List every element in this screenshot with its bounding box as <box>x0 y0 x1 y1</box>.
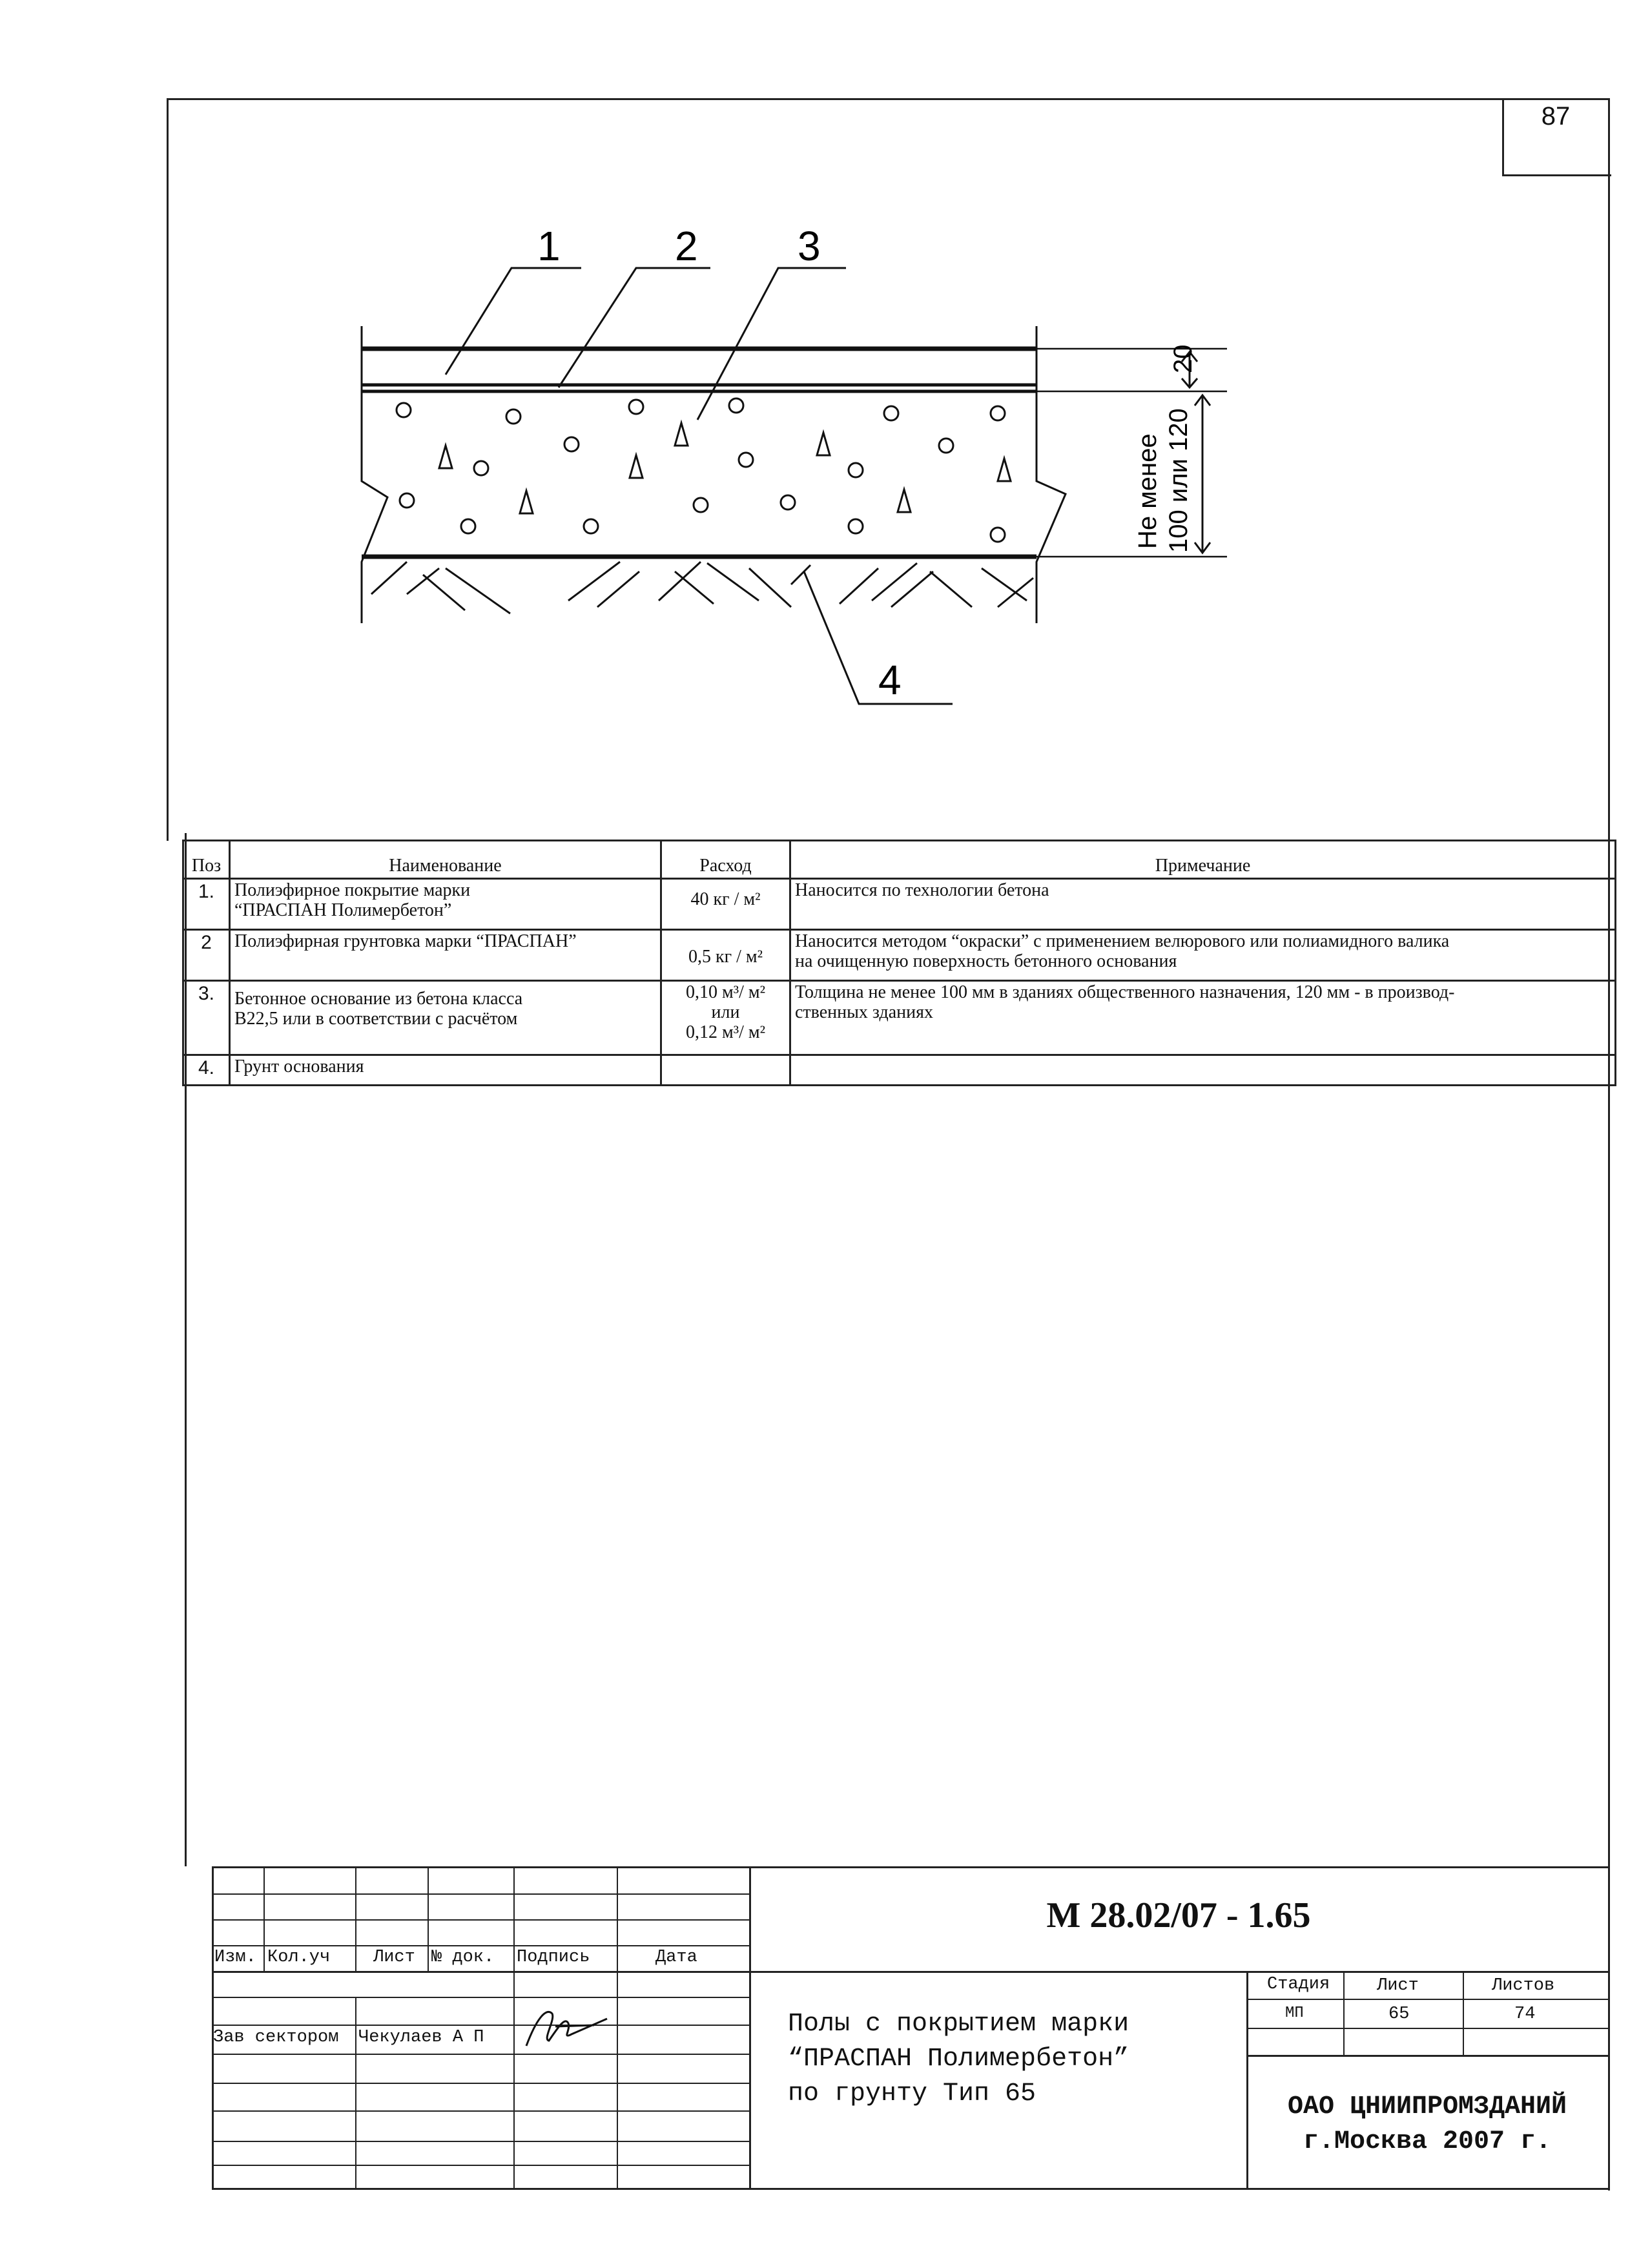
tb-line <box>212 1997 749 1998</box>
stage-value: МП <box>1285 2005 1304 2022</box>
table-row <box>183 930 1616 981</box>
row-name-line: Полиэфирная грунтовка марки “ПРАСПАН” <box>234 931 577 951</box>
row-note-line: на очищенную поверхность бетонного основания <box>795 951 1177 971</box>
tb-line <box>212 1945 749 1946</box>
row-name: Грунт основания <box>230 1055 661 1086</box>
tb-line <box>1246 1999 1609 2000</box>
floor-section-drawing <box>0 0 1650 775</box>
row-note <box>790 930 1616 981</box>
tb-line <box>617 1866 618 2189</box>
drawing-title-line: Полы с покрытием марки <box>788 2010 1129 2039</box>
row-note <box>790 981 1616 1055</box>
col-header-doc: № док. <box>431 1948 495 1967</box>
dimension-top: 20 <box>1169 344 1197 373</box>
row-pos: 1. <box>183 879 230 930</box>
tb-line <box>355 1997 356 2189</box>
col-header-qty: Кол.уч <box>267 1948 331 1967</box>
row-note <box>790 879 1616 930</box>
drawing-title <box>788 2007 1129 2112</box>
callout-2: 2 <box>675 223 698 269</box>
row-note-line: Толщина не менее 100 мм в зданиях общественного назначения, 120 мм - в производ- <box>795 982 1455 1002</box>
tb-line <box>1246 2028 1609 2029</box>
tb-line <box>513 1866 515 2189</box>
row-rate-value: 0,10 м³/ м² <box>685 982 765 1002</box>
document-code: М 28.02/07 - 1.65 <box>1046 1895 1311 1935</box>
tb-line <box>212 2054 749 2055</box>
table-row <box>183 981 1616 1055</box>
tb-line <box>1343 1971 1345 2055</box>
row-pos: 4. <box>183 1055 230 1086</box>
callout-4: 4 <box>878 657 902 703</box>
row-note-line: Наносится по технологии бетона <box>795 880 1049 900</box>
drawing-title-line: по грунту Тип 65 <box>788 2079 1036 2108</box>
frame-bottom-line <box>212 2188 1609 2190</box>
tb-line <box>1463 1971 1464 2055</box>
row-name <box>230 981 661 1055</box>
col-header-change: Изм. <box>214 1948 256 1967</box>
sheet-label: Лист <box>1377 1976 1419 1995</box>
row-rate <box>661 930 790 981</box>
drawing-title-line: “ПРАСПАН Полимербетон” <box>788 2045 1129 2074</box>
row-rate-value: 40 кг / м² <box>690 889 761 909</box>
row-rate-value: 0,5 кг / м² <box>688 947 763 967</box>
table-row <box>183 879 1616 930</box>
row-note-line: ственных зданиях <box>795 1002 934 1022</box>
callout-3: 3 <box>798 223 821 269</box>
row-rate-value-alt: 0,12 м³/ м² <box>685 1022 765 1042</box>
tb-line <box>212 2141 749 2142</box>
row-rate-or: или <box>711 1002 740 1022</box>
row-name-line: В22,5 или в соответствии с расчётом <box>234 1008 518 1029</box>
tb-line <box>212 2025 749 2026</box>
row-rate <box>661 981 790 1055</box>
specification-table <box>182 840 1616 1086</box>
row-rate <box>661 1055 790 1086</box>
dimension-bottom-line2: 100 или 120 <box>1164 408 1193 553</box>
row-name-line: Полиэфирное покрытие марки <box>234 880 471 900</box>
header-rate: Расход <box>661 841 790 879</box>
table-row <box>183 1055 1616 1086</box>
tb-line <box>212 1919 749 1921</box>
col-header-date: Дата <box>655 1948 697 1967</box>
tb-line <box>428 1866 429 1971</box>
row-name-line: “ПРАСПАН Полимербетон” <box>234 900 452 920</box>
sheets-value: 74 <box>1514 2005 1536 2024</box>
sheet-value: 65 <box>1388 2005 1410 2024</box>
row-note-line: Наносится методом “окраски” с применением велюрового или полиамидного валика <box>795 931 1450 951</box>
table-header-row <box>183 841 1616 879</box>
signature-mark <box>517 2001 614 2052</box>
tb-line <box>212 2165 749 2166</box>
stage-label: Стадия <box>1267 1975 1330 1994</box>
dimension-bottom-line1: Не менее <box>1133 433 1162 549</box>
tb-line <box>212 1866 1609 1868</box>
header-name: Наименование <box>230 841 661 879</box>
callout-1: 1 <box>537 223 561 269</box>
organization-city-year: г.Москва 2007 г. <box>1303 2127 1552 2156</box>
organization-name: ОАО ЦНИИПРОМЗДАНИЙ <box>1287 2092 1567 2121</box>
organization <box>1246 2090 1608 2160</box>
role-label: Зав сектором <box>213 2028 339 2047</box>
row-name-line: Бетонное основание из бетона класса <box>234 989 523 1009</box>
tb-line <box>212 2110 749 2112</box>
tb-line <box>212 1971 1609 1973</box>
person-name: Чекулаев А П <box>358 2028 484 2047</box>
sheet-number: 87 <box>1541 102 1571 130</box>
row-pos: 3. <box>183 981 230 1055</box>
header-pos: Поз <box>183 841 230 879</box>
col-header-signature: Подпись <box>517 1948 590 1967</box>
tb-line <box>212 1893 749 1895</box>
col-header-sheet: Лист <box>373 1948 415 1967</box>
row-name <box>230 879 661 930</box>
row-rate <box>661 879 790 930</box>
header-note: Примечание <box>790 841 1616 879</box>
sheets-label: Листов <box>1492 1976 1555 1995</box>
row-pos: 2 <box>183 930 230 981</box>
row-name <box>230 930 661 981</box>
tb-line <box>1246 2055 1609 2057</box>
row-note <box>790 1055 1616 1086</box>
tb-line <box>212 2083 749 2084</box>
tb-line <box>355 1866 356 1971</box>
tb-line <box>263 1866 265 1971</box>
